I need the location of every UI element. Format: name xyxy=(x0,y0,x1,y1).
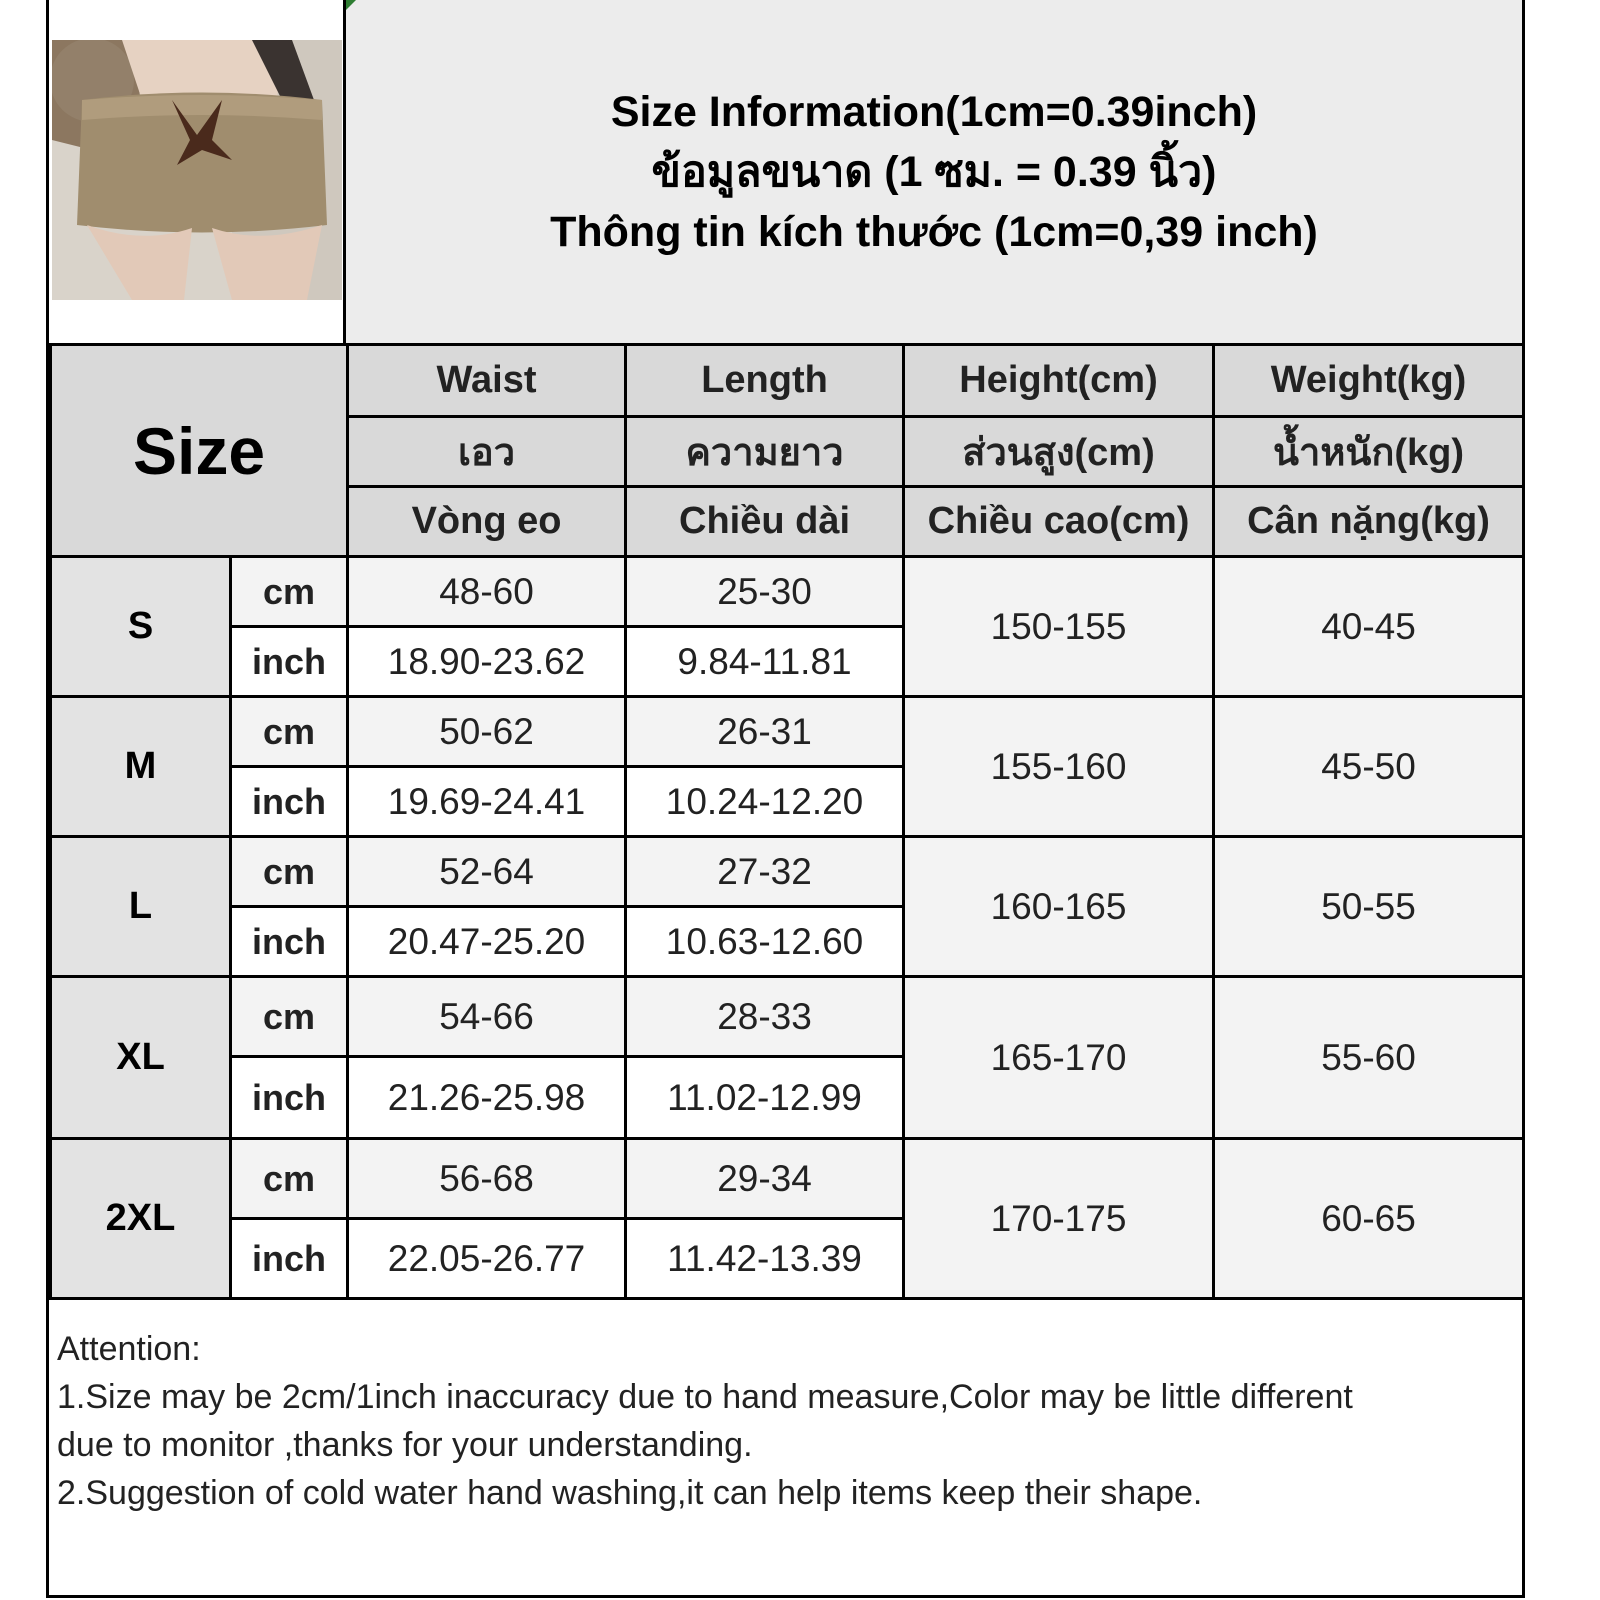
weight-value: 55-60 xyxy=(1214,977,1524,1139)
attention-line-2: due to monitor ,thanks for your understanding. xyxy=(57,1426,753,1464)
length-cm-value: 28-33 xyxy=(626,977,904,1057)
waist-cm-value: 52-64 xyxy=(348,837,626,907)
unit-cm: cm xyxy=(231,557,348,627)
header-title-box xyxy=(346,0,1522,343)
col-header-length-th: ความยาว xyxy=(626,417,904,487)
unit-cm: cm xyxy=(231,837,348,907)
col-header-waist-vi: Vòng eo xyxy=(348,487,626,557)
unit-inch: inch xyxy=(231,627,348,697)
col-header-length-en: Length xyxy=(626,345,904,417)
attention-heading: Attention: xyxy=(57,1330,201,1368)
height-value: 165-170 xyxy=(904,977,1214,1139)
table-row xyxy=(51,1139,1524,1219)
waist-cm-value: 54-66 xyxy=(348,977,626,1057)
product-photo-image xyxy=(52,40,342,300)
size-name-2xl: 2XL xyxy=(51,1139,231,1299)
waist-inch-value: 19.69-24.41 xyxy=(348,767,626,837)
unit-inch: inch xyxy=(231,1219,348,1299)
product-photo xyxy=(52,40,342,300)
waist-cm-value: 50-62 xyxy=(348,697,626,767)
unit-inch: inch xyxy=(231,1057,348,1139)
col-header-weight-th: น้ำหนัก(kg) xyxy=(1214,417,1524,487)
col-header-height-en: Height(cm) xyxy=(904,345,1214,417)
length-inch-value: 9.84-11.81 xyxy=(626,627,904,697)
col-header-weight-en: Weight(kg) xyxy=(1214,345,1524,417)
length-inch-value: 10.63-12.60 xyxy=(626,907,904,977)
height-value: 170-175 xyxy=(904,1139,1214,1299)
col-header-length-vi: Chiều dài xyxy=(626,487,904,557)
length-inch-value: 10.24-12.20 xyxy=(626,767,904,837)
waist-cm-value: 56-68 xyxy=(348,1139,626,1219)
waist-inch-value: 22.05-26.77 xyxy=(348,1219,626,1299)
size-name-s: S xyxy=(51,557,231,697)
attention-line-3: 2.Suggestion of cold water hand washing,it can help items keep their shape. xyxy=(57,1474,1203,1512)
waist-inch-value: 18.90-23.62 xyxy=(348,627,626,697)
title-english: Size Information(1cm=0.39inch) xyxy=(610,87,1258,136)
weight-value: 50-55 xyxy=(1214,837,1524,977)
waist-cm-value: 48-60 xyxy=(348,557,626,627)
length-cm-value: 27-32 xyxy=(626,837,904,907)
unit-inch: inch xyxy=(231,767,348,837)
col-header-waist-en: Waist xyxy=(348,345,626,417)
size-name-xl: XL xyxy=(51,977,231,1139)
unit-cm: cm xyxy=(231,977,348,1057)
attention-line-1: 1.Size may be 2cm/1inch inaccuracy due to hand measure,Color may be little different xyxy=(57,1378,1353,1416)
table-row xyxy=(51,557,1524,627)
col-header-waist-th: เอว xyxy=(348,417,626,487)
height-value: 150-155 xyxy=(904,557,1214,697)
waist-inch-value: 20.47-25.20 xyxy=(348,907,626,977)
table-row xyxy=(51,837,1524,907)
attention-notes xyxy=(57,1325,1507,1517)
size-name-l: L xyxy=(51,837,231,977)
col-header-weight-vi: Cân nặng(kg) xyxy=(1214,487,1524,557)
length-cm-value: 29-34 xyxy=(626,1139,904,1219)
unit-inch: inch xyxy=(231,907,348,977)
title-thai: ข้อมูลขนาด (1 ซม. = 0.39 นิ้ว) xyxy=(651,147,1217,196)
size-chart-sheet xyxy=(46,0,1525,1598)
length-inch-value: 11.42-13.39 xyxy=(626,1219,904,1299)
weight-value: 60-65 xyxy=(1214,1139,1524,1299)
unit-cm: cm xyxy=(231,1139,348,1219)
size-table xyxy=(49,343,1525,1300)
col-header-height-th: ส่วนสูง(cm) xyxy=(904,417,1214,487)
unit-cm: cm xyxy=(231,697,348,767)
length-cm-value: 25-30 xyxy=(626,557,904,627)
size-column-title: Size xyxy=(51,345,348,557)
size-name-m: M xyxy=(51,697,231,837)
weight-value: 40-45 xyxy=(1214,557,1524,697)
table-row xyxy=(51,697,1524,767)
length-inch-value: 11.02-12.99 xyxy=(626,1057,904,1139)
header-row-english xyxy=(51,345,1524,417)
height-value: 155-160 xyxy=(904,697,1214,837)
waist-inch-value: 21.26-25.98 xyxy=(348,1057,626,1139)
corner-mark xyxy=(346,0,356,10)
length-cm-value: 26-31 xyxy=(626,697,904,767)
table-row xyxy=(51,977,1524,1057)
col-header-height-vi: Chiều cao(cm) xyxy=(904,487,1214,557)
height-value: 160-165 xyxy=(904,837,1214,977)
weight-value: 45-50 xyxy=(1214,697,1524,837)
title-vietnamese: Thông tin kích thước (1cm=0,39 inch) xyxy=(550,207,1318,256)
